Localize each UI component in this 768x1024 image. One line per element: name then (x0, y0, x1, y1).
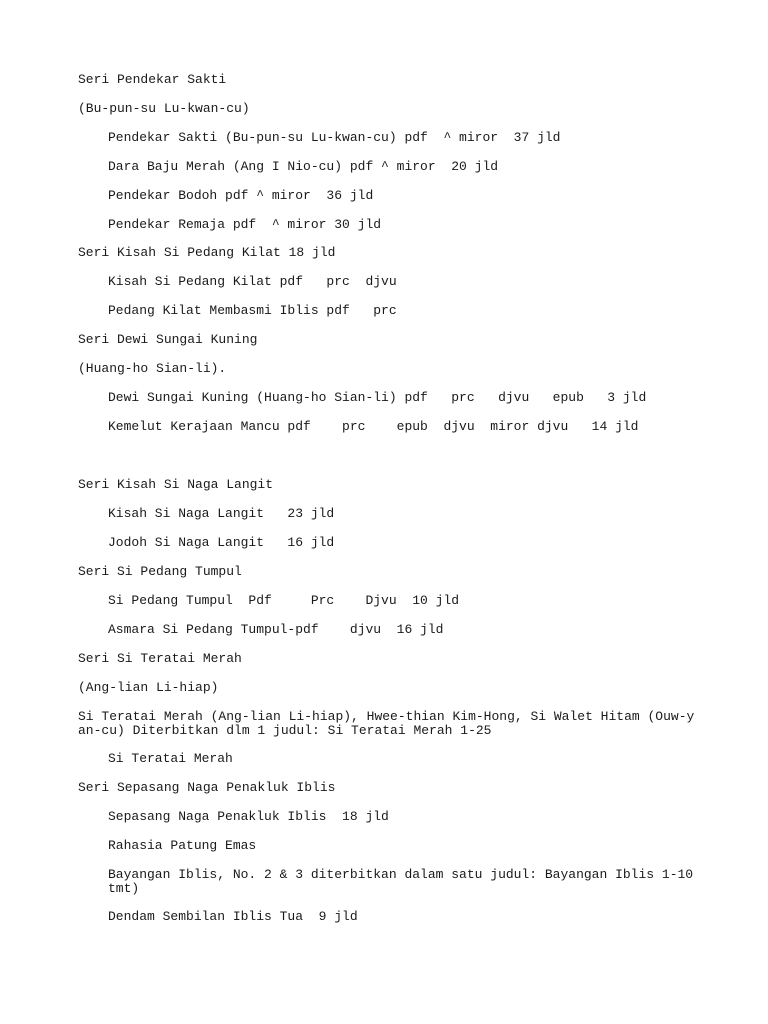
book-entry: Pendekar Bodoh pdf ^ miror 36 jld (108, 188, 374, 203)
book-entry: Sepasang Naga Penakluk Iblis 18 jld (108, 809, 389, 824)
book-entry: Kemelut Kerajaan Mancu pdf prc epub djvu miror djvu 14 jld (108, 419, 639, 434)
book-entry: Kisah Si Pedang Kilat pdf prc djvu (108, 274, 397, 289)
series-heading: Seri Kisah Si Pedang Kilat 18 jld (78, 245, 336, 260)
book-entry: Dendam Sembilan Iblis Tua 9 jld (108, 909, 358, 924)
series-description: Si Teratai Merah (Ang-lian Li-hiap), Hwee-thian Kim-Hong, Si Walet Hitam (Ouw-yan-cu) Diterbitkan dlm 1 judul: Si Teratai Merah 1-25 (78, 709, 695, 738)
book-entry: Kisah Si Naga Langit 23 jld (108, 506, 335, 521)
series-heading: Seri Si Pedang Tumpul (78, 564, 242, 579)
book-entry: Jodoh Si Naga Langit 16 jld (108, 535, 335, 550)
book-entry: Dara Baju Merah (Ang I Nio-cu) pdf ^ miror 20 jld (108, 159, 499, 174)
book-entry: Pendekar Sakti (Bu-pun-su Lu-kwan-cu) pdf ^ miror 37 jld (108, 130, 561, 145)
book-entry: Pendekar Remaja pdf ^ miror 30 jld (108, 217, 382, 232)
series-heading: Seri Si Teratai Merah (78, 651, 242, 666)
book-entry: Dewi Sungai Kuning (Huang-ho Sian-li) pdf prc djvu epub 3 jld (108, 390, 647, 405)
series-heading: Seri Pendekar Sakti (78, 72, 227, 87)
book-entry: Pedang Kilat Membasmi Iblis pdf prc (108, 303, 397, 318)
book-entry: Si Pedang Tumpul Pdf Prc Djvu 10 jld (108, 593, 460, 608)
book-entry: Si Teratai Merah (108, 751, 233, 766)
book-entry: Asmara Si Pedang Tumpul-pdf djvu 16 jld (108, 622, 444, 637)
series-heading: Seri Dewi Sungai Kuning (78, 332, 258, 347)
series-heading: Seri Kisah Si Naga Langit (78, 477, 274, 492)
series-subheading: (Ang-lian Li-hiap) (78, 680, 219, 695)
book-entry: Bayangan Iblis, No. 2 & 3 diterbitkan dalam satu judul: Bayangan Iblis 1-10 tmt) (108, 867, 701, 896)
book-entry: Rahasia Patung Emas (108, 838, 257, 853)
series-subheading: (Bu-pun-su Lu-kwan-cu) (78, 101, 250, 116)
series-subheading: (Huang-ho Sian-li). (78, 361, 227, 376)
series-heading: Seri Sepasang Naga Penakluk Iblis (78, 780, 336, 795)
